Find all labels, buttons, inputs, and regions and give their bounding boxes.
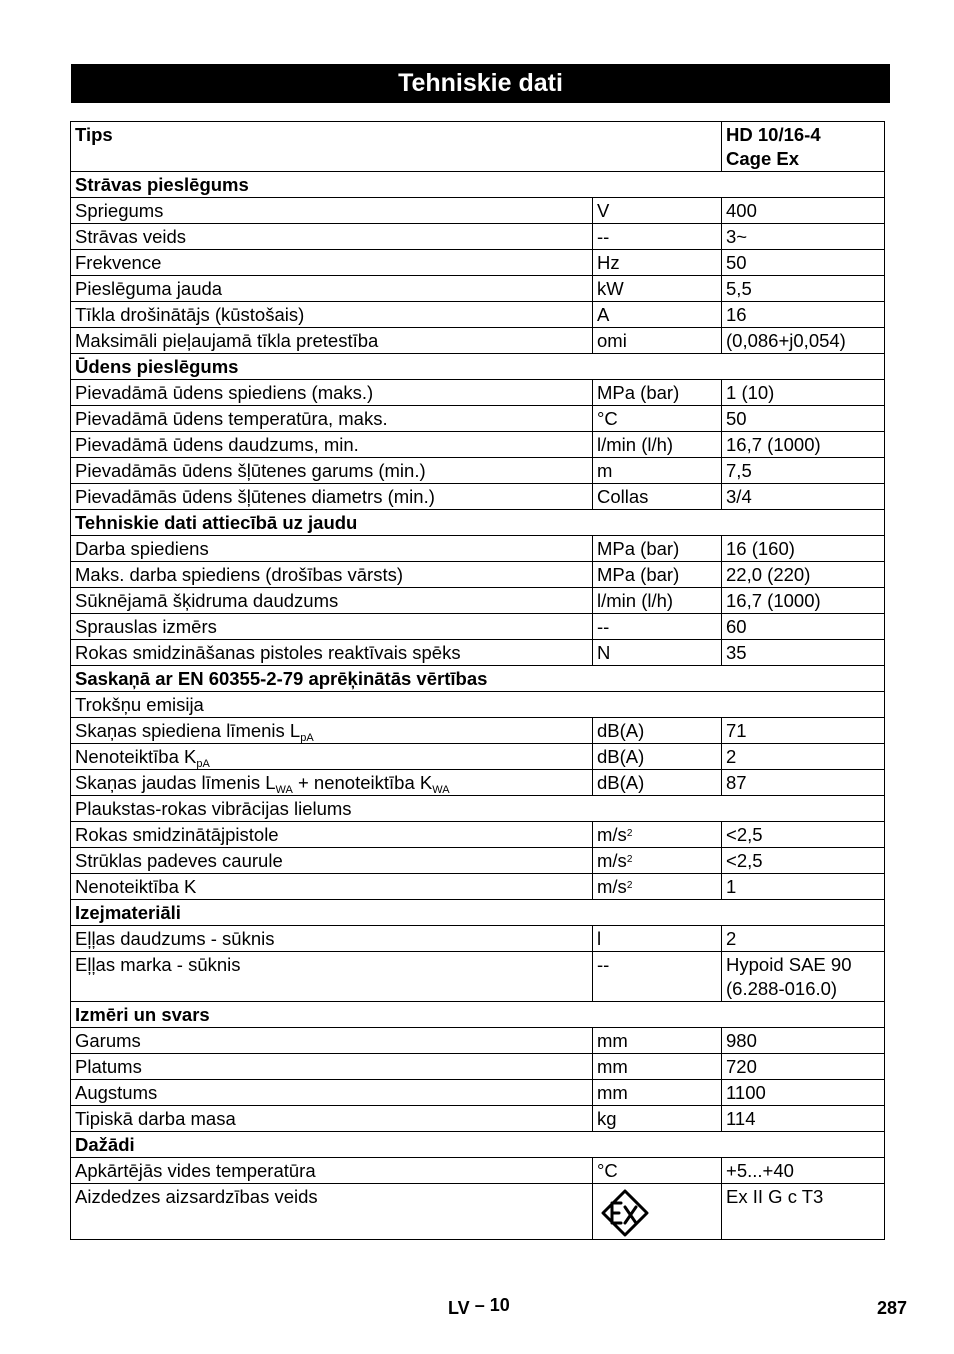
table-row-header: [71, 122, 885, 172]
param-unit: omi: [593, 328, 722, 354]
section-title: Ūdens pieslēgums: [71, 354, 885, 380]
model-line-2: Cage Ex: [726, 148, 800, 169]
table-row: [71, 250, 885, 276]
param-unit: MPa (bar): [593, 380, 722, 406]
param-unit: mm: [593, 1080, 722, 1106]
param-name: Rokas smidzinātājpistole: [71, 822, 593, 848]
table-row: [71, 822, 885, 848]
param-value: Hypoid SAE 90 (6.288-016.0): [722, 952, 885, 1002]
param-name: Pievadāmā ūdens temperatūra, maks.: [71, 406, 593, 432]
param-name: Pievadāmās ūdens šļūtenes garums (min.): [71, 458, 593, 484]
table-row: [71, 1106, 885, 1132]
param-value: 35: [722, 640, 885, 666]
param-name: Spriegums: [71, 198, 593, 224]
param-unit: mm: [593, 1028, 722, 1054]
param-unit: mm: [593, 1054, 722, 1080]
param-name: Aizdedzes aizsardzības veids: [71, 1184, 593, 1240]
param-value: 16 (160): [722, 536, 885, 562]
param-value: 720: [722, 1054, 885, 1080]
table-row: [71, 198, 885, 224]
param-name: Eļļas marka - sūknis: [71, 952, 593, 1002]
table-row: [71, 718, 885, 744]
param-unit: °C: [593, 406, 722, 432]
param-name: Frekvence: [71, 250, 593, 276]
param-unit: --: [593, 952, 722, 1002]
table-row: [71, 1080, 885, 1106]
param-value: 60: [722, 614, 885, 640]
param-name: Sūknējamā šķidruma daudzums: [71, 588, 593, 614]
param-unit: V: [593, 198, 722, 224]
model-cell: [722, 122, 885, 172]
param-value: Ex II G c T3: [722, 1184, 885, 1240]
table-row: [71, 1158, 885, 1184]
param-name: Nenoteiktība K: [71, 874, 593, 900]
section-title: Strāvas pieslēgums: [71, 172, 885, 198]
param-value: 1: [722, 874, 885, 900]
param-unit: °C: [593, 1158, 722, 1184]
param-name: Garums: [71, 1028, 593, 1054]
param-unit: MPa (bar): [593, 562, 722, 588]
page-title: Tehniskie dati: [71, 64, 890, 103]
param-value: 22,0 (220): [722, 562, 885, 588]
section-title: Izmēri un svars: [71, 1002, 885, 1028]
param-value: 3/4: [722, 484, 885, 510]
section-en-values: [71, 666, 885, 692]
footer-page-number: 287: [877, 1298, 908, 1318]
table-row: [71, 848, 885, 874]
section-title: Saskaņā ar EN 60355-2-79 aprēķinātās vērtības: [71, 666, 885, 692]
param-value: 1100: [722, 1080, 885, 1106]
table-row: [71, 952, 885, 1002]
param-unit: $m/s^2$: [593, 822, 722, 848]
param-value: 1 (10): [722, 380, 885, 406]
param-value: 980: [722, 1028, 885, 1054]
param-unit: kW: [593, 276, 722, 302]
param-value: 87: [722, 770, 885, 796]
param-name: Skaņas jaudas līmenis $L_{WA}$ + nenoteiktība $K_{WA}$: [71, 770, 593, 796]
param-unit: A: [593, 302, 722, 328]
param-unit: l/min (l/h): [593, 588, 722, 614]
param-value: 71: [722, 718, 885, 744]
param-name: Pievadāmā ūdens spiediens (maks.): [71, 380, 593, 406]
param-unit: --: [593, 614, 722, 640]
param-unit: dB(A): [593, 718, 722, 744]
param-value: 16,7 (1000): [722, 588, 885, 614]
param-value: +5...+40: [722, 1158, 885, 1184]
table-row: [71, 796, 885, 822]
section-title: Tehniskie dati attiecībā uz jaudu: [71, 510, 885, 536]
table-row: [71, 328, 885, 354]
table-row: [71, 406, 885, 432]
param-name: Darba spiediens: [71, 536, 593, 562]
table-row: [71, 302, 885, 328]
param-name: Tipiskā darba masa: [71, 1106, 593, 1132]
param-unit: Hz: [593, 250, 722, 276]
param-value: 50: [722, 250, 885, 276]
table-row: [71, 640, 885, 666]
param-name: Tīkla drošinātājs (kūstošais): [71, 302, 593, 328]
param-name: Skaņas spiediena līmenis $L_{pA}$: [71, 718, 593, 744]
param-name: Nenoteiktība $K_{pA}$: [71, 744, 593, 770]
param-name: Platums: [71, 1054, 593, 1080]
param-value: 400: [722, 198, 885, 224]
param-value: 2: [722, 744, 885, 770]
table-row: [71, 1054, 885, 1080]
param-name: Strāvas veids: [71, 224, 593, 250]
param-name: Eļļas daudzums - sūknis: [71, 926, 593, 952]
table-row: [71, 926, 885, 952]
model-line-1: HD 10/16-4: [726, 124, 821, 145]
param-value: 16,7 (1000): [722, 432, 885, 458]
footer-language: LV – 10: [448, 1295, 510, 1318]
table-row: [71, 874, 885, 900]
subsection-noise: Trokšņu emisija: [71, 692, 885, 718]
section-performance: [71, 510, 885, 536]
table-row: [71, 536, 885, 562]
section-dimensions: [71, 1002, 885, 1028]
param-value: 5,5: [722, 276, 885, 302]
table-row: [71, 692, 885, 718]
param-value: (0,086+j0,054): [722, 328, 885, 354]
param-name: Augstums: [71, 1080, 593, 1106]
table-row: [71, 562, 885, 588]
param-unit: $m/s^2$: [593, 848, 722, 874]
param-name: Sprauslas izmērs: [71, 614, 593, 640]
param-value: 16: [722, 302, 885, 328]
section-materials: [71, 900, 885, 926]
param-value: <2,5: [722, 848, 885, 874]
param-name: Pieslēguma jauda: [71, 276, 593, 302]
param-unit: l: [593, 926, 722, 952]
param-unit: l/min (l/h): [593, 432, 722, 458]
table-row: [71, 1184, 885, 1240]
table-row: [71, 1028, 885, 1054]
table-row: [71, 484, 885, 510]
param-unit: MPa (bar): [593, 536, 722, 562]
tech-data-table: [70, 121, 885, 1240]
param-name: Apkārtējās vides temperatūra: [71, 1158, 593, 1184]
param-unit: m: [593, 458, 722, 484]
param-unit: N: [593, 640, 722, 666]
ex-atex-icon: [597, 1187, 653, 1239]
table-row: [71, 380, 885, 406]
table-row: [71, 458, 885, 484]
table-row: [71, 276, 885, 302]
param-name: Strūklas padeves caurule: [71, 848, 593, 874]
param-unit: Collas: [593, 484, 722, 510]
param-unit: $m/s^2$: [593, 874, 722, 900]
param-name: Pievadāmā ūdens daudzums, min.: [71, 432, 593, 458]
footer-local-page: – 10: [474, 1295, 510, 1315]
param-value: 7,5: [722, 458, 885, 484]
section-misc: [71, 1132, 885, 1158]
subsection-vibration: Plaukstas-rokas vibrācijas lielums: [71, 796, 885, 822]
table-row: [71, 432, 885, 458]
section-title: Izejmateriāli: [71, 900, 885, 926]
param-unit: dB(A): [593, 770, 722, 796]
param-value: 3~: [722, 224, 885, 250]
param-value: 114: [722, 1106, 885, 1132]
param-value: <2,5: [722, 822, 885, 848]
param-name: Maksimāli pieļaujamā tīkla pretestība: [71, 328, 593, 354]
param-unit: [593, 1184, 722, 1240]
section-power: [71, 172, 885, 198]
table-row: [71, 614, 885, 640]
table-row: [71, 744, 885, 770]
param-value: 50: [722, 406, 885, 432]
table-row: [71, 224, 885, 250]
param-unit: --: [593, 224, 722, 250]
param-name: Pievadāmās ūdens šļūtenes diametrs (min.): [71, 484, 593, 510]
param-name: Rokas smidzināšanas pistoles reaktīvais spēks: [71, 640, 593, 666]
section-title: Dažādi: [71, 1132, 885, 1158]
param-unit: kg: [593, 1106, 722, 1132]
param-name: Maks. darba spiediens (drošības vārsts): [71, 562, 593, 588]
type-label: Tips: [71, 122, 722, 172]
param-unit: dB(A): [593, 744, 722, 770]
table-row: [71, 770, 885, 796]
param-value: 2: [722, 926, 885, 952]
section-water: [71, 354, 885, 380]
table-row: [71, 588, 885, 614]
